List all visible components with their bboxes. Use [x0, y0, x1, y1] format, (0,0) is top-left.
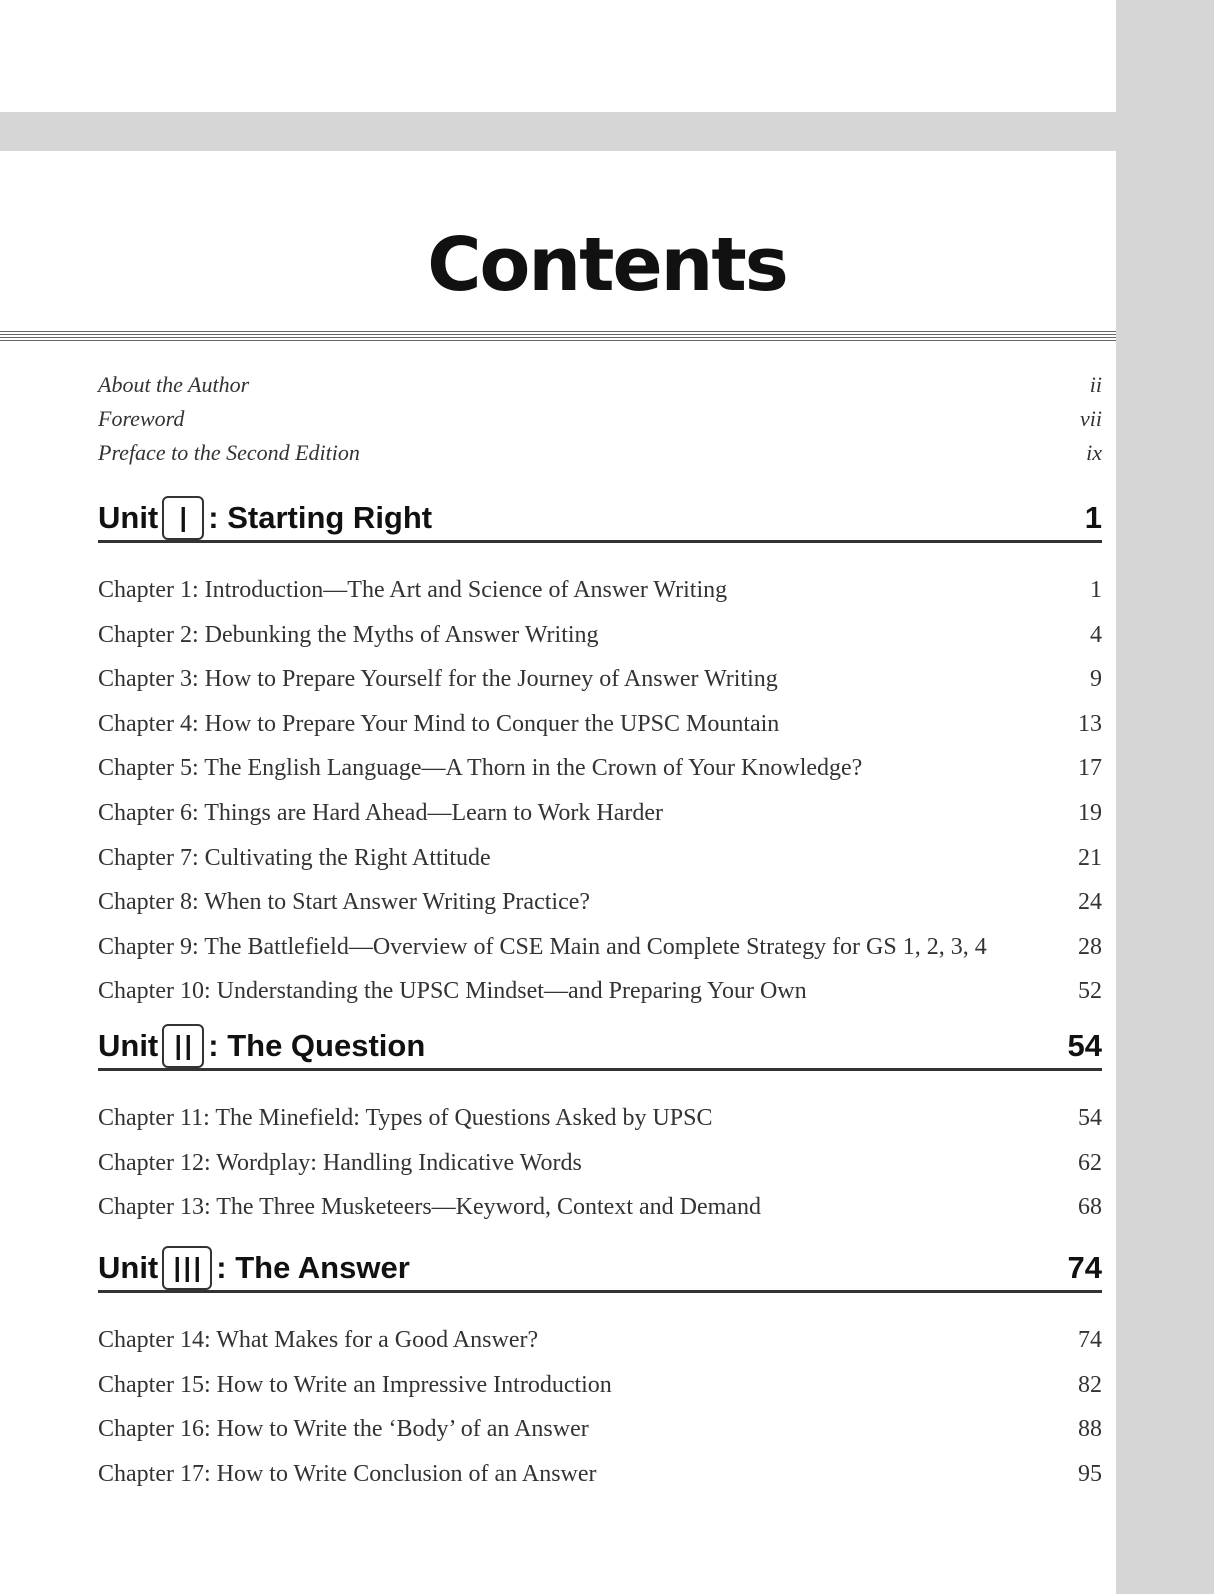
- chapter-row[interactable]: [98, 969, 1102, 1014]
- chapter-page: 68: [1078, 1194, 1102, 1221]
- chapter-row[interactable]: [98, 746, 1102, 791]
- chapter-page: 95: [1078, 1460, 1102, 1487]
- front-matter-item[interactable]: [98, 402, 1102, 436]
- chapter-page: 13: [1078, 710, 1102, 737]
- chapter-page: 74: [1078, 1327, 1102, 1353]
- unit-page: 1: [1084, 500, 1102, 535]
- unit-word: Unit: [98, 500, 159, 535]
- chapter-page: 4: [1090, 621, 1102, 648]
- chapter-label: Chapter 2: Debunking the Myths of Answer Writing: [98, 621, 599, 648]
- chapter-page: 21: [1078, 844, 1102, 871]
- chapter-label: Chapter 6: Things are Hard Ahead—Learn to Work Harder: [98, 799, 663, 826]
- chapter-label: Chapter 15: How to Write an Impressive Introduction: [98, 1371, 612, 1398]
- chapter-label: Chapter 16: How to Write the ‘Body’ of an Answer: [98, 1416, 589, 1443]
- front-matter-list: [98, 368, 1102, 470]
- chapter-page: 28: [1078, 933, 1102, 960]
- unit-page: 54: [1067, 1028, 1102, 1063]
- chapter-row[interactable]: [98, 1141, 1102, 1186]
- chapter-label: Chapter 11: The Minefield: Types of Questions Asked by UPSC: [98, 1105, 713, 1131]
- chapter-label: Chapter 4: How to Prepare Your Mind to Conquer the UPSC Mountain: [98, 710, 780, 737]
- chapter-label: Chapter 1: Introduction—The Art and Science of Answer Writing: [98, 577, 728, 603]
- chapter-row[interactable]: [98, 568, 1102, 613]
- chapter-row[interactable]: [98, 1185, 1102, 1230]
- chapter-label: Chapter 5: The English Language—A Thorn in the Crown of Your Knowledge?: [98, 755, 863, 782]
- chapter-page: 54: [1078, 1105, 1102, 1131]
- chapter-label: Chapter 9: The Battlefield—Overview of CSE Main and Complete Strategy for GS 1, 2, 3, 4: [98, 933, 987, 960]
- chapter-row[interactable]: [98, 702, 1102, 747]
- unit-page: 74: [1067, 1250, 1102, 1285]
- chapter-page: 9: [1090, 666, 1102, 693]
- chapter-label: Chapter 8: When to Start Answer Writing Practice?: [98, 889, 591, 916]
- chapter-row[interactable]: [98, 1096, 1102, 1141]
- chapter-label: Chapter 10: Understanding the UPSC Mindset—and Preparing Your Own: [98, 978, 807, 1005]
- chapter-row[interactable]: [98, 1318, 1102, 1363]
- chapter-page: 19: [1078, 799, 1102, 826]
- chapter-page: 24: [1078, 889, 1102, 916]
- chapter-page: 52: [1078, 978, 1102, 1005]
- unit-numeral-box: III: [162, 1246, 212, 1290]
- chapter-page: 88: [1078, 1416, 1102, 1443]
- unit-heading-2[interactable]: [98, 1024, 1102, 1071]
- unit-title: : Starting Right: [208, 500, 433, 535]
- unit-heading-3[interactable]: [98, 1246, 1102, 1293]
- unit-numeral-box: II: [162, 1024, 204, 1068]
- page-title: Contents: [427, 222, 787, 308]
- chapter-label: Chapter 3: How to Prepare Yourself for the Journey of Answer Writing: [98, 666, 778, 693]
- front-matter-page: ix: [1086, 440, 1102, 465]
- front-matter-item[interactable]: [98, 436, 1102, 470]
- chapter-row[interactable]: [98, 925, 1102, 970]
- chapter-page: 82: [1078, 1371, 1102, 1398]
- chapter-page: 1: [1090, 577, 1102, 603]
- front-matter-label: Foreword: [98, 406, 185, 431]
- chapter-label: Chapter 14: What Makes for a Good Answer?: [98, 1327, 539, 1353]
- chapter-row[interactable]: [98, 880, 1102, 925]
- chapter-label: Chapter 17: How to Write Conclusion of an Answer: [98, 1460, 597, 1487]
- unit-title: : The Question: [208, 1028, 426, 1063]
- unit-title: : The Answer: [216, 1250, 410, 1285]
- chapter-page: 17: [1078, 755, 1102, 782]
- chapter-row[interactable]: [98, 836, 1102, 881]
- chapter-label: Chapter 13: The Three Musketeers—Keyword, Context and Demand: [98, 1194, 761, 1221]
- front-matter-page: vii: [1080, 406, 1102, 431]
- unit-3-chapter-list: [98, 1318, 1102, 1496]
- chapter-row[interactable]: [98, 657, 1102, 702]
- chapter-row[interactable]: [98, 613, 1102, 658]
- unit-word: Unit: [98, 1028, 159, 1063]
- top-gray-band: [0, 112, 1214, 151]
- front-matter-page: ii: [1089, 372, 1102, 397]
- unit-numeral-box: I: [162, 496, 204, 540]
- unit-heading-1[interactable]: [98, 496, 1102, 543]
- front-matter-item[interactable]: [98, 368, 1102, 402]
- unit-1-chapter-list: [98, 568, 1102, 1014]
- chapter-label: Chapter 12: Wordplay: Handling Indicative Words: [98, 1149, 582, 1176]
- chapter-label: Chapter 7: Cultivating the Right Attitude: [98, 844, 491, 871]
- chapter-row[interactable]: [98, 791, 1102, 836]
- chapter-row[interactable]: [98, 1407, 1102, 1452]
- chapter-row[interactable]: [98, 1363, 1102, 1408]
- chapter-page: 62: [1078, 1149, 1102, 1176]
- unit-2-chapter-list: [98, 1096, 1102, 1230]
- front-matter-label: About the Author: [98, 372, 250, 397]
- unit-word: Unit: [98, 1250, 159, 1285]
- chapter-row[interactable]: [98, 1452, 1102, 1497]
- front-matter-label: Preface to the Second Edition: [98, 440, 360, 465]
- title-divider: [0, 331, 1116, 341]
